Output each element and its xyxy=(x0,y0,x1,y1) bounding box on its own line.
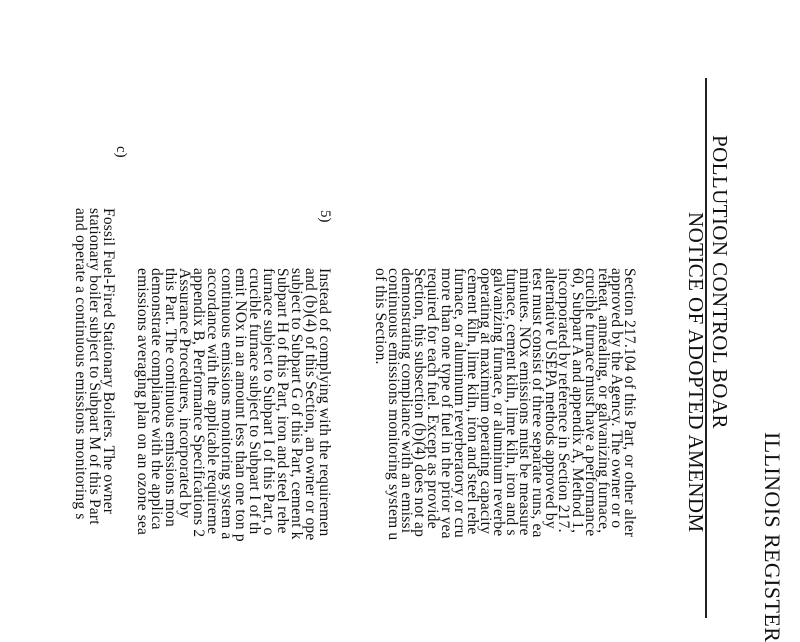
text-line: reheat, annealing, or galvanizing furnace, xyxy=(594,268,612,534)
text-line: Subpart H of this Part, iron and steel rehe xyxy=(274,268,291,534)
text-line: and (b)(4) of this Section, an owner or ope xyxy=(302,268,319,541)
text-line: operating at maximum operating capacity xyxy=(476,268,494,535)
notice-title: NOTICE OF ADOPTED AMENDM xyxy=(684,212,708,533)
text-line: furnace, cement kiln, lime kiln, iron and s xyxy=(503,268,521,536)
paragraph-label: 5) xyxy=(317,210,333,223)
text-line: and operate a continuous emissions monitoring s xyxy=(72,208,89,520)
text-line: Assurance Procedures, incorporated by xyxy=(176,268,193,519)
text-line: continuous emissions monitoring system u xyxy=(385,268,403,541)
text-line: furnace, or aluminum reverberatory or cru xyxy=(450,268,468,538)
text-line: 60, Subpart A and appendix A, Method 1, xyxy=(568,268,586,534)
text-line: of this Section. xyxy=(372,268,390,365)
text-line: crucible furnace subject to Subpart I of th xyxy=(246,268,263,535)
paragraph-label: c) xyxy=(113,146,129,158)
text-line: crucible furnace must have a performance xyxy=(581,268,599,537)
text-line: Section, this subsection (b)(4) does not ap xyxy=(411,268,429,538)
text-line: Fossil Fuel-Fired Stationary Boilers. The owner xyxy=(100,208,117,515)
text-line: approved by the Agency. The owner or o xyxy=(607,268,625,529)
text-line: appendix B, Performance Specifications 2 xyxy=(190,268,207,538)
text-line: more than one type of fuel in the prior yea xyxy=(437,268,455,539)
text-line: cement kiln, lime kiln, iron and steel rehe xyxy=(463,268,481,535)
register-header: ILLINOIS REGISTER xyxy=(760,432,785,642)
text-line: furnace subject to Subpart I of this Part, o xyxy=(260,268,277,536)
text-line: stationary boiler subject to Subpart M of this Part xyxy=(86,208,103,525)
text-line: emit NOx in an amount less than one ton p xyxy=(232,268,249,542)
text-line: continuous emissions monitoring system a xyxy=(218,268,235,540)
text-line: emissions averaging plan on an ozone sea xyxy=(134,268,151,536)
text-line: demonstrate compliance with the applica xyxy=(148,268,165,530)
text-line: Instead of complying with the requiremen xyxy=(316,268,333,537)
text-line: this Part. The continuous emissions mon xyxy=(162,268,179,527)
text-line: subject to Subpart G of this Part, cement k xyxy=(288,268,305,540)
text-line: alternative USEPA methods approved by xyxy=(542,268,560,529)
text-line: incorporated by reference in Section 217. xyxy=(555,268,573,533)
text-line: galvanizing furnace, or aluminum reverbe xyxy=(490,268,507,537)
text-line: accordance with the applicable requireme xyxy=(204,268,221,535)
text-line: required for each fuel. Except as provide xyxy=(424,268,442,529)
text-line: Section 217.104 of this Part, or other alter xyxy=(621,268,638,538)
board-title: POLLUTION CONTROL BOAR xyxy=(708,135,732,429)
text-line: test must consist of three separate runs, ea xyxy=(529,268,547,538)
text-line: demonstrating compliance with an emissi xyxy=(398,268,416,534)
text-line: minutes. NOx emissions must be measure xyxy=(516,268,534,536)
